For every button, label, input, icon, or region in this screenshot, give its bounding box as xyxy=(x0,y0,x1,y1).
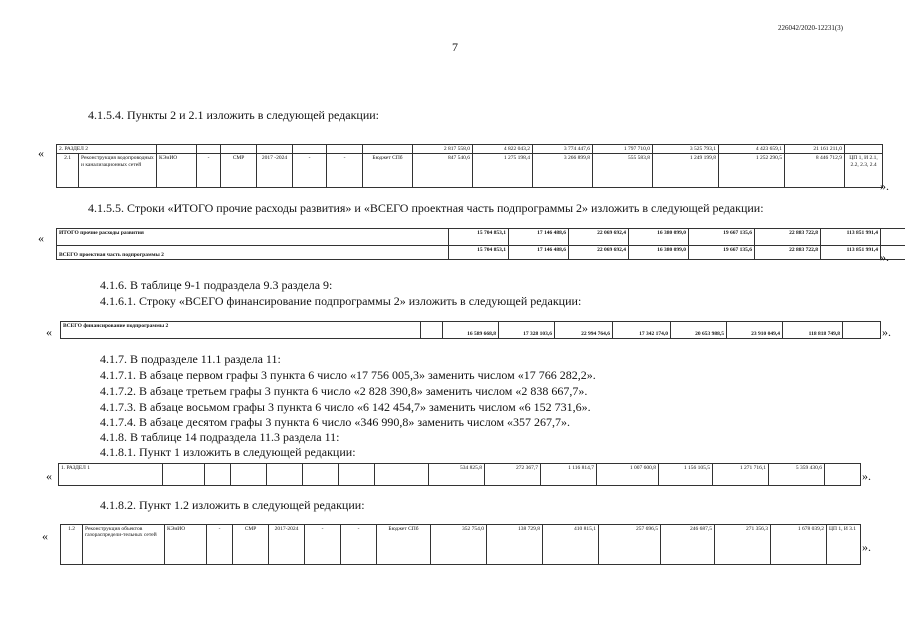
value-cell: 22 069 692,4 xyxy=(569,229,629,246)
value-cell: 246 687,5 xyxy=(661,525,715,565)
value-cell: 2 817 558,0 xyxy=(413,145,473,154)
paragraph-4-1-7-1: 4.1.7.1. В абзаце первом графы 3 пункта 6 число «17 756 005,3» заменить числом «17 766 282,2». xyxy=(100,368,596,382)
row-number: 1.2 xyxy=(61,525,83,565)
page-number: 7 xyxy=(452,40,458,54)
value-cell: 5 359 430,6 xyxy=(769,464,825,486)
paragraph-4-1-8-1: 4.1.8.1. Пункт 1 изложить в следующей редакции: xyxy=(100,445,356,459)
value-cell: 21 161 211,0 xyxy=(785,145,845,154)
work-type-cell: СМР xyxy=(221,154,257,188)
open-quote: « xyxy=(42,529,48,543)
value-cell: 1 271 716,1 xyxy=(713,464,769,486)
dash-cell: - xyxy=(293,154,327,188)
value-cell: 1 275 198,4 xyxy=(473,154,533,188)
value-cell: 113 851 991,4 xyxy=(821,229,881,246)
targets-cell: ЦП 1, И 2.1, 2.2, 2.3, 2.4 xyxy=(845,154,883,188)
value-cell: 3 774 447,6 xyxy=(533,145,593,154)
value-cell: 555 583,8 xyxy=(593,154,653,188)
value-cell: 17 342 174,0 xyxy=(613,322,671,339)
row-label: 1. РАЗДЕЛ 1 xyxy=(59,464,163,486)
row-number: 2.1 xyxy=(57,154,79,188)
value-cell: 17 146 488,6 xyxy=(509,229,569,246)
value-cell: 534 825,8 xyxy=(429,464,485,486)
dash-cell: - xyxy=(341,525,377,565)
value-cell: 22 883 722,8 xyxy=(755,246,821,260)
close-quote: ». xyxy=(862,540,871,554)
value-cell: 19 667 135,6 xyxy=(689,229,755,246)
source-cell: Бюджет СПб xyxy=(363,154,413,188)
value-cell: 15 704 853,1 xyxy=(449,229,509,246)
table-row xyxy=(57,246,905,260)
paragraph-4-1-6: 4.1.6. В таблице 9-1 подраздела 9.3 раздела 9: xyxy=(100,278,333,292)
table-row xyxy=(61,525,861,565)
row-label: ИТОГО прочие расходы развития xyxy=(57,229,449,246)
value-cell: 19 667 135,6 xyxy=(689,246,755,260)
open-quote: « xyxy=(38,146,44,160)
work-type-cell: СМР xyxy=(233,525,269,565)
close-quote: ». xyxy=(880,179,889,193)
table-row xyxy=(57,154,883,188)
executor-cell: КЭиИО xyxy=(165,525,207,565)
value-cell: 16 380 099,0 xyxy=(629,246,689,260)
row-label: ВСЕГО финансирование подпрограммы 2 xyxy=(61,322,421,339)
value-cell: 1 249 199,8 xyxy=(653,154,719,188)
table-row xyxy=(59,464,861,486)
years-cell: 2017 -2024 xyxy=(257,154,293,188)
value-cell: 15 704 853,1 xyxy=(449,246,509,260)
value-cell: 257 696,5 xyxy=(599,525,661,565)
table-row xyxy=(57,229,905,246)
row-name: Реконструкция объектов газораспредели-тельных сетей xyxy=(83,525,165,565)
row-label: 2. РАЗДЕЛ 2 xyxy=(57,145,157,154)
dash-cell: - xyxy=(327,154,363,188)
paragraph-4-1-7: 4.1.7. В подразделе 11.1 раздела 11: xyxy=(100,352,281,366)
value-cell: 1 797 710,0 xyxy=(593,145,653,154)
value-cell: 16 380 099,0 xyxy=(629,229,689,246)
value-cell: 138 729,8 xyxy=(487,525,543,565)
row-name: Реконструкция водопроводных и канализационных сетей xyxy=(79,154,157,188)
value-cell: 8 446 712,9 xyxy=(785,154,845,188)
paragraph-4-1-5-4: 4.1.5.4. Пункты 2 и 2.1 изложить в следующей редакции: xyxy=(88,108,380,122)
dash-cell: - xyxy=(207,525,233,565)
executor-cell: КЭиИО xyxy=(157,154,197,188)
row-label: ВСЕГО проектная часть подпрограммы 2 xyxy=(57,246,449,260)
value-cell: 847 540,6 xyxy=(413,154,473,188)
document-number: 226042/2020-12231(3) xyxy=(778,24,843,32)
dash-cell: - xyxy=(197,154,221,188)
table-section-1 xyxy=(58,463,861,486)
value-cell: 22 994 764,6 xyxy=(555,322,613,339)
value-cell: 410 815,1 xyxy=(543,525,599,565)
table-total-funding-2 xyxy=(60,321,881,339)
value-cell: 20 653 988,5 xyxy=(671,322,727,339)
value-cell: 113 851 991,4 xyxy=(821,246,881,260)
open-quote: « xyxy=(38,231,44,245)
value-cell: 1 116 814,7 xyxy=(541,464,597,486)
source-cell: Бюджет СПб xyxy=(377,525,431,565)
close-quote: ». xyxy=(880,250,889,264)
value-cell: 22 883 722,8 xyxy=(755,229,821,246)
value-cell: 22 069 692,4 xyxy=(569,246,629,260)
years-cell: 2017-2024 xyxy=(269,525,305,565)
paragraph-4-1-7-4: 4.1.7.4. В абзаце десятом графы 3 пункта 6 число «346 990,8» заменить числом «357 267,7». xyxy=(100,415,571,429)
table-row xyxy=(61,322,881,339)
value-cell: 272 367,7 xyxy=(485,464,541,486)
value-cell: 23 910 049,4 xyxy=(727,322,783,339)
paragraph-4-1-6-1: 4.1.6.1. Строку «ВСЕГО финансирование подпрограммы 2» изложить в следующей редакции: xyxy=(100,294,582,308)
value-cell: 17 146 488,6 xyxy=(509,246,569,260)
value-cell: 1 252 290,5 xyxy=(719,154,785,188)
open-quote: « xyxy=(46,325,52,339)
targets-cell: ЦП 1, И 3.1 xyxy=(827,525,861,565)
paragraph-4-1-7-3: 4.1.7.3. В абзаце восьмом графы 3 пункта 6 число «6 142 454,7» заменить числом «6 152 731,6». xyxy=(100,400,591,414)
value-cell: 4 423 659,1 xyxy=(719,145,785,154)
value-cell: 16 589 668,8 xyxy=(443,322,499,339)
value-cell: 271 356,3 xyxy=(715,525,771,565)
value-cell: 4 822 043,2 xyxy=(473,145,533,154)
close-quote: ». xyxy=(862,469,871,483)
value-cell: 1 156 105,5 xyxy=(659,464,713,486)
close-quote: ». xyxy=(882,325,891,339)
paragraph-4-1-8: 4.1.8. В таблице 14 подраздела 11.3 раздела 11: xyxy=(100,430,340,444)
table-section-2 xyxy=(56,144,883,188)
value-cell: 352 754,0 xyxy=(431,525,487,565)
value-cell: 118 818 749,8 xyxy=(783,322,843,339)
value-cell: 3 525 793,1 xyxy=(653,145,719,154)
paragraph-4-1-7-2: 4.1.7.2. В абзаце третьем графы 3 пункта 6 число «2 828 390,8» заменить числом «2 838 667,7». xyxy=(100,384,588,398)
open-quote: « xyxy=(46,469,52,483)
value-cell: 17 328 103,6 xyxy=(499,322,555,339)
value-cell: 3 266 899,8 xyxy=(533,154,593,188)
dash-cell: - xyxy=(305,525,341,565)
table-row xyxy=(57,145,883,154)
value-cell: 1 678 039,2 xyxy=(771,525,827,565)
table-item-1-2 xyxy=(60,524,861,565)
table-totals-2 xyxy=(56,228,905,260)
value-cell: 1 007 600,8 xyxy=(597,464,659,486)
paragraph-4-1-8-2: 4.1.8.2. Пункт 1.2 изложить в следующей редакции: xyxy=(100,498,365,512)
paragraph-4-1-5-5: 4.1.5.5. Строки «ИТОГО прочие расходы развития» и «ВСЕГО проектная часть подпрограммы 2» изложить в следующей редакции: xyxy=(88,201,764,215)
